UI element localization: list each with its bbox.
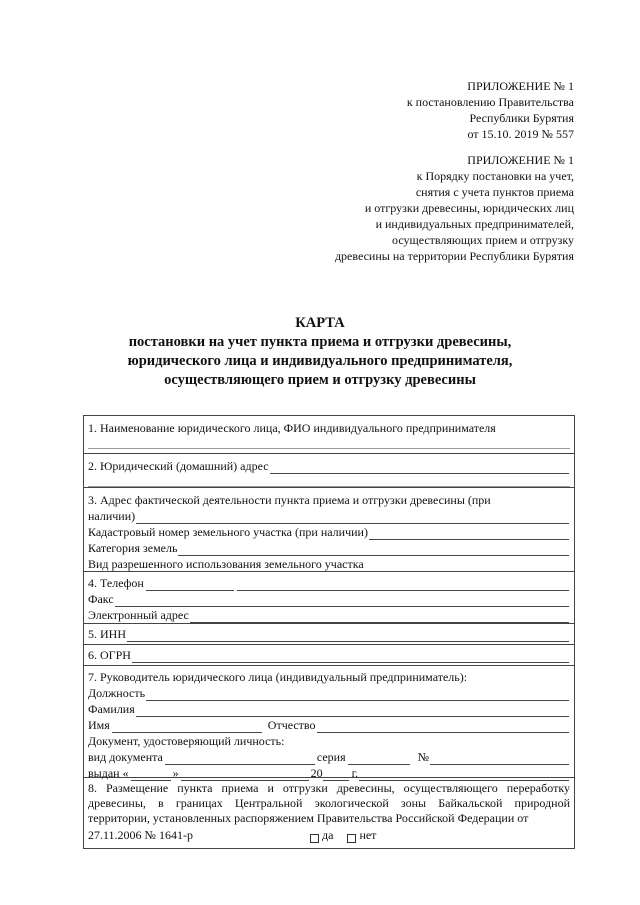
cadastral-number-field[interactable] (369, 528, 569, 540)
issued-day-field[interactable] (131, 769, 171, 781)
appendix-header-1 (407, 78, 574, 142)
issued-year-field[interactable] (323, 769, 349, 781)
doc-type-label: вид документа (88, 750, 163, 764)
first-name-field[interactable] (112, 721, 262, 733)
section-2-label: 2. Юридический (домашний) адрес (88, 459, 269, 473)
year-prefix: 20 (310, 766, 323, 780)
land-use-field[interactable] (365, 560, 569, 572)
section-8-baikal-zone (84, 778, 574, 848)
issued-label: выдан « (88, 766, 129, 780)
surname-field[interactable] (136, 705, 569, 717)
land-category-label: Категория земель (88, 541, 178, 555)
actual-address-field[interactable] (136, 512, 569, 524)
appendix-2-line-6: осуществляющих прием и отгрузку (392, 233, 574, 247)
appendix-1-line-4: от 15.10. 2019 № 557 (467, 127, 574, 141)
doc-type-field[interactable] (165, 753, 315, 765)
no-checkbox[interactable] (347, 834, 356, 843)
appendix-2-line-5: и индивидуальных предпринимателей, (375, 217, 574, 231)
section-3-label-2: наличии) (88, 509, 136, 523)
title-line-3: юридического лица и индивидуального предпринимателя, (127, 353, 513, 369)
section-4-contacts (84, 572, 574, 624)
inn-label: 5. ИНН (88, 627, 126, 641)
position-field[interactable] (146, 689, 569, 701)
inn-field[interactable] (127, 630, 569, 642)
legal-address-field[interactable] (270, 462, 569, 474)
issued-quote: » (172, 766, 179, 780)
section-5-inn (84, 624, 574, 645)
phone-field-2[interactable] (237, 579, 569, 591)
section-1-name (84, 416, 574, 454)
surname-label: Фамилия (88, 702, 135, 716)
appendix-1-line-1: ПРИЛОЖЕНИЕ № 1 (467, 79, 574, 93)
appendix-header-2 (335, 152, 574, 264)
first-name-label: Имя (88, 718, 110, 732)
cadastral-label: Кадастровый номер земельного участка (при наличии) (88, 525, 368, 539)
issued-month-field[interactable] (181, 769, 309, 781)
title-line-1: КАРТА (295, 315, 345, 331)
registration-form (83, 415, 575, 849)
appendix-2-line-3: снятия с учета пунктов приема (415, 185, 574, 199)
appendix-2-line-7: древесины на территории Республики Бурятия (334, 249, 574, 263)
email-field[interactable] (190, 611, 569, 623)
ogrn-label: 6. ОГРН (88, 648, 131, 662)
appendix-2-line-1: ПРИЛОЖЕНИЕ № 1 (467, 153, 574, 167)
number-label: № (417, 750, 430, 764)
email-label: Электронный адрес (88, 608, 189, 622)
fax-field[interactable] (115, 595, 569, 607)
section-3-actual-address (84, 488, 574, 572)
appendix-2-line-2: к Порядку постановки на учет, (416, 169, 574, 183)
document-title (0, 314, 640, 390)
section-8-date: 27.11.2006 № 1641-р (88, 828, 193, 842)
no-label: нет (359, 828, 377, 842)
phone-label: 4. Телефон (88, 576, 144, 590)
position-label: Должность (88, 686, 146, 700)
number-field[interactable] (430, 753, 569, 765)
appendix-1-line-2: к постановлению Правительства (406, 95, 574, 109)
patronymic-label: Отчество (267, 718, 316, 732)
land-use-label: Вид разрешенного использования земельного участка (88, 557, 364, 571)
title-line-4: осуществляющего прием и отгрузку древесины (164, 372, 476, 388)
section-8-text: 8. Размещение пункта приема и отгрузки древесины, осуществляющего переработку древесины, в границах Центральной экологической зоны Байкальской природной территории, установленных распоряжением Правительства Российской Федерации от (88, 781, 570, 825)
section-3-label-1: 3. Адрес фактической деятельности пункта приема и отгрузки древесины (при (88, 493, 491, 507)
section-1-label: 1. Наименование юридического лица, ФИО индивидуального предпринимателя (88, 421, 496, 435)
title-line-2: постановки на учет пункта приема и отгрузки древесины, (128, 334, 512, 350)
name-field[interactable] (88, 438, 570, 449)
series-label: серия (316, 750, 346, 764)
yes-checkbox[interactable] (310, 834, 319, 843)
appendix-2-line-4: и отгрузки древесины, юридических лиц (364, 201, 574, 215)
section-6-ogrn (84, 645, 574, 666)
head-label: 7. Руководитель юридического лица (индивидуальный предприниматель): (88, 670, 468, 684)
appendix-1-line-3: Республики Бурятия (469, 111, 574, 125)
ogrn-field[interactable] (132, 651, 569, 663)
section-7-head (84, 666, 574, 778)
section-2-address (84, 454, 574, 488)
legal-address-field-2[interactable] (88, 476, 570, 487)
land-category-field[interactable] (178, 544, 569, 556)
phone-field[interactable] (146, 579, 234, 591)
issued-by-field[interactable] (359, 769, 569, 781)
yes-label: да (322, 828, 334, 842)
patronymic-field[interactable] (317, 721, 569, 733)
id-document-label: Документ, удостоверяющий личность: (88, 734, 285, 748)
year-suffix: г. (351, 766, 359, 780)
fax-label: Факс (88, 592, 114, 606)
series-field[interactable] (348, 753, 410, 765)
